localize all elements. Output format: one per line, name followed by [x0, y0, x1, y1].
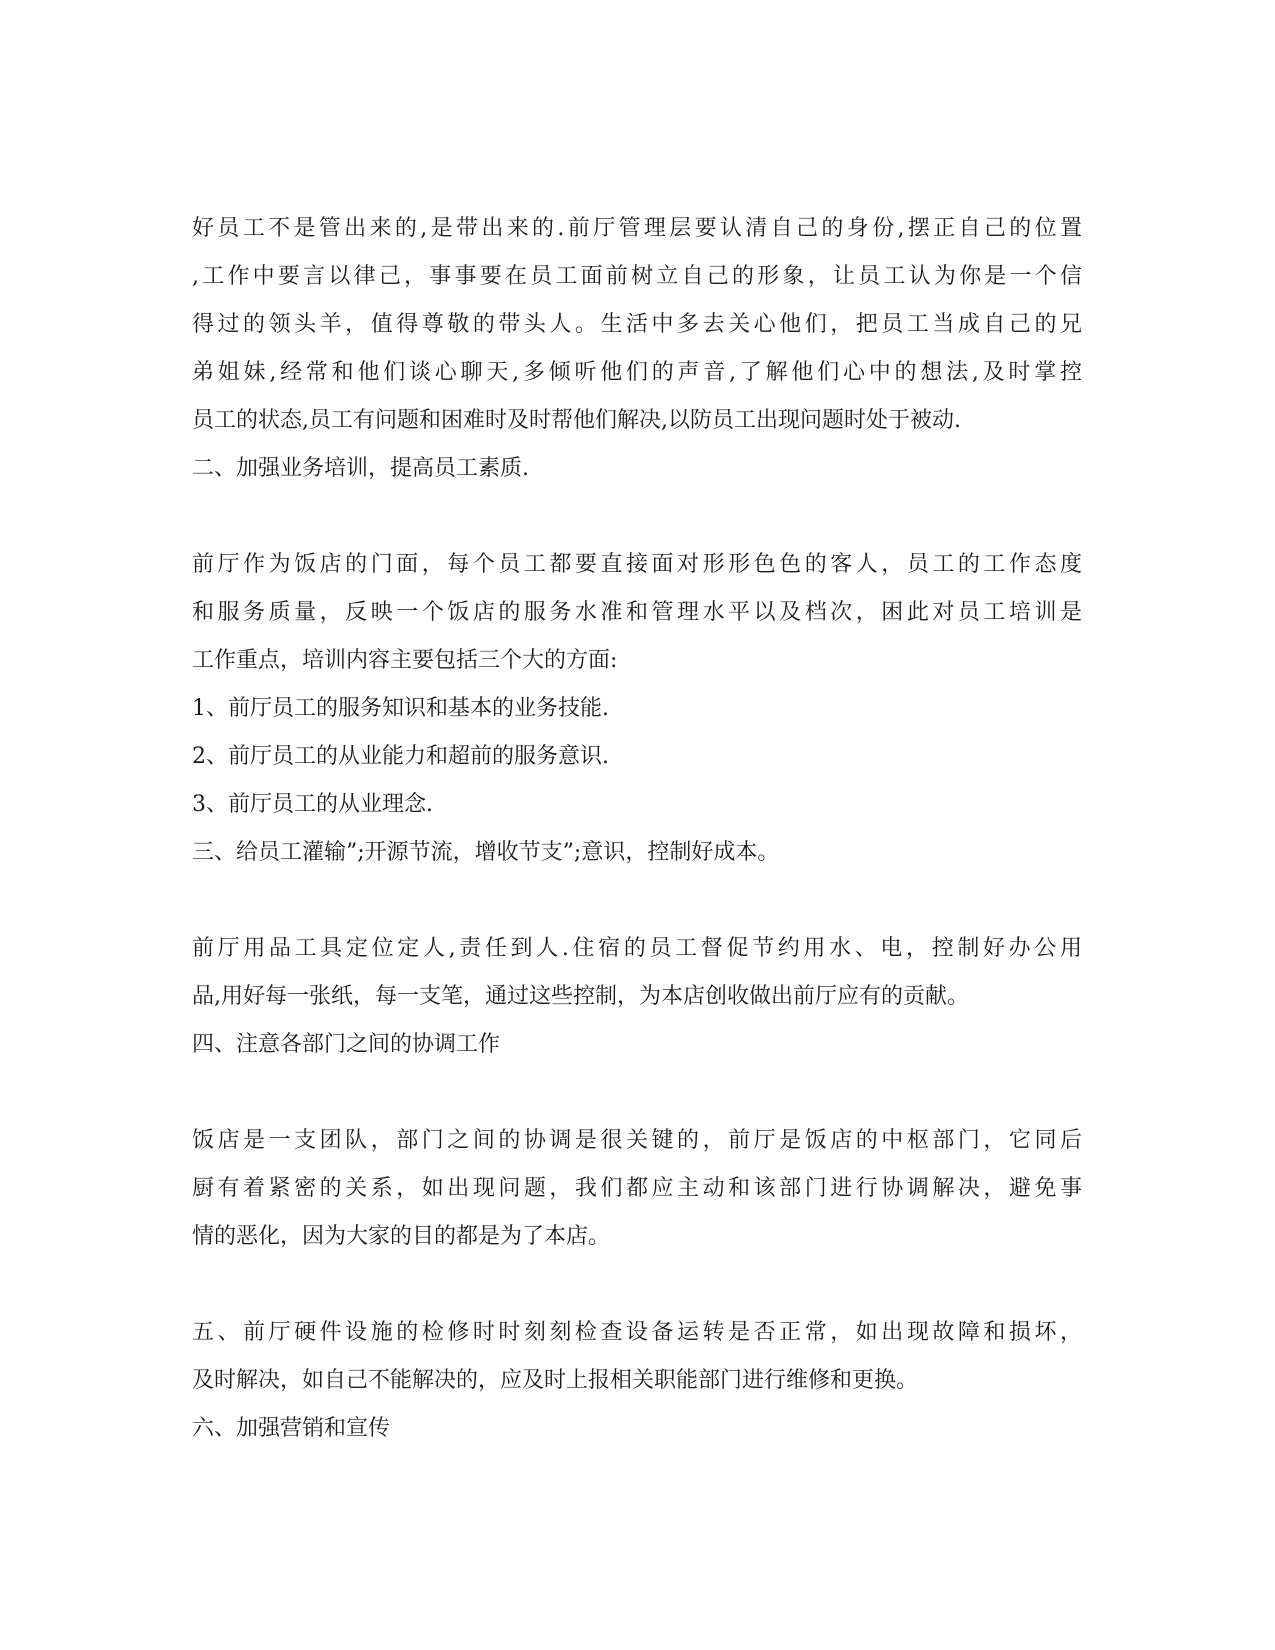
paragraph-leadership — [192, 205, 1082, 445]
text-line: 和服务质量，反映一个饭店的服务水准和管理水平以及档次，困此对员工培训是 — [192, 600, 1082, 625]
paragraph-maintenance — [192, 1309, 1082, 1405]
paragraph-cost-control — [192, 925, 1082, 1021]
text-line: 员工的状态,员工有问题和困难时及时帮他们解决,以防员工出现问题时处于被动. — [192, 408, 961, 433]
section-heading-coordination: 四、注意各部门之间的协调工作 — [192, 1032, 501, 1057]
text-line: 五、前厅硬件设施的检修时时刻刻检查设备运转是否正常，如出现故障和损坏， — [192, 1320, 1082, 1345]
section-heading-training: 二、加强业务培训，提高员工素质. — [192, 456, 529, 481]
document-body — [192, 205, 1082, 1453]
text-line: 得过的领头羊，值得尊敬的带头人。生活中多去关心他们，把员工当成自己的兄 — [192, 312, 1082, 337]
list-item: 2、前厅员工的从业能力和超前的服务意识. — [192, 744, 609, 769]
text-line: ,工作中要言以律己，事事要在员工面前树立自己的形象，让员工认为你是一个信 — [192, 264, 1082, 289]
text-line: 情的恶化，因为大家的目的都是为了本店。 — [192, 1224, 611, 1249]
text-line: 及时解决，如自己不能解决的，应及时上报相关职能部门进行维修和更换。 — [192, 1368, 919, 1393]
text-line: 弟姐妹,经常和他们谈心聊天,多倾听他们的声音,了解他们心中的想法,及时掌控 — [192, 360, 1082, 385]
text-line: 前厅用品工具定位定人,责任到人.住宿的员工督促节约用水、电，控制好办公用 — [192, 936, 1082, 961]
paragraph-training — [192, 541, 1082, 685]
section-heading-cost-control: 三、给员工灌输”;开源节流，增收节支”;意识，控制好成本。 — [192, 840, 780, 865]
text-line: 好员工不是管出来的,是带出来的.前厅管理层要认清自己的身份,摆正自己的位置 — [192, 216, 1082, 241]
paragraph-gap — [192, 1069, 1082, 1117]
text-line: 品,用好每一张纸，每一支笔，通过这些控制，为本店创收做出前厅应有的贡献。 — [192, 984, 969, 1009]
paragraph-gap — [192, 493, 1082, 541]
paragraph-gap — [192, 1261, 1082, 1309]
paragraph-gap — [192, 877, 1082, 925]
text-line: 前厅作为饭店的门面，每个员工都要直接面对形形色色的客人，员工的工作态度 — [192, 552, 1082, 577]
paragraph-coordination — [192, 1117, 1082, 1261]
text-line: 饭店是一支团队，部门之间的协调是很关键的，前厅是饭店的中枢部门，它同后 — [192, 1128, 1082, 1153]
list-item: 1、前厅员工的服务知识和基本的业务技能. — [192, 696, 609, 721]
text-line: 厨有着紧密的关系，如出现问题，我们都应主动和该部门进行协调解决，避免事 — [192, 1176, 1082, 1201]
list-item: 3、前厅员工的从业理念. — [192, 792, 433, 817]
text-line: 工作重点，培训内容主要包括三个大的方面: — [192, 648, 618, 673]
section-heading-marketing: 六、加强营销和宣传 — [192, 1416, 391, 1441]
